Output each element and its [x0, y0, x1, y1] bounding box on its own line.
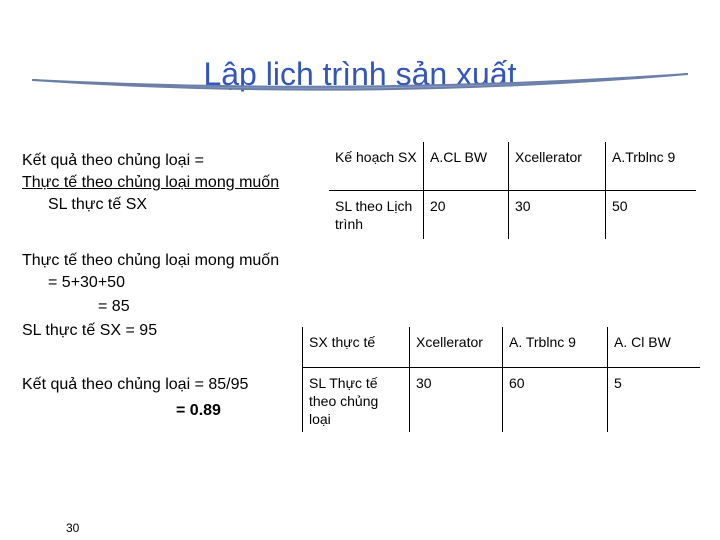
table-cell: 30: [509, 191, 606, 240]
page-number: 30: [66, 521, 80, 535]
title-underline-swoosh: [30, 66, 690, 106]
result-line1: Kết quả theo chủng loại = 85/95: [22, 376, 249, 393]
table-cell: SL theo Lịch trình: [329, 191, 424, 240]
table-row: [303, 368, 701, 433]
table-cell: Xcellerator: [509, 142, 606, 191]
actual-production-table: [302, 327, 700, 432]
calc-line1: Thực tế theo chủng loại mong muốn: [22, 252, 280, 269]
result-formula-line1: Kết quả theo chủng loại =: [22, 152, 204, 169]
result-formula-denominator: SL thực tế SX: [48, 196, 148, 213]
table-row: [329, 142, 696, 191]
table-cell: SL Thực tế theo chủng loại: [303, 368, 410, 433]
table-row: [329, 191, 696, 240]
table-cell: 60: [503, 368, 608, 433]
table-cell: A.CL BW: [424, 142, 509, 191]
calc-line4: SL thực tế SX = 95: [22, 322, 158, 339]
production-plan-table: [329, 142, 696, 239]
table-cell: SX thực tế: [303, 327, 410, 368]
result-formula-numerator: Thực tế theo chủng loại mong muốn: [22, 174, 280, 191]
table-cell: 5: [614, 375, 622, 391]
table-cell: A. Cl BW: [608, 327, 701, 368]
calc-line3: = 85: [98, 298, 130, 315]
table-cell: Kế hoạch SX: [329, 142, 424, 191]
table-row: [303, 327, 701, 368]
table-cell: 50: [612, 198, 628, 214]
table-cell: 20: [424, 191, 509, 240]
slide-title: Lập lịch trình sản xuất: [203, 56, 517, 92]
table-cell: Xcellerator: [410, 327, 503, 368]
calc-line2: = 5+30+50: [48, 274, 125, 291]
table-cell: A.Trblnc 9: [606, 142, 697, 191]
table-cell: 30: [410, 368, 503, 433]
result-value: = 0.89: [176, 402, 221, 419]
table-cell: A. Trblnc 9: [503, 327, 608, 368]
